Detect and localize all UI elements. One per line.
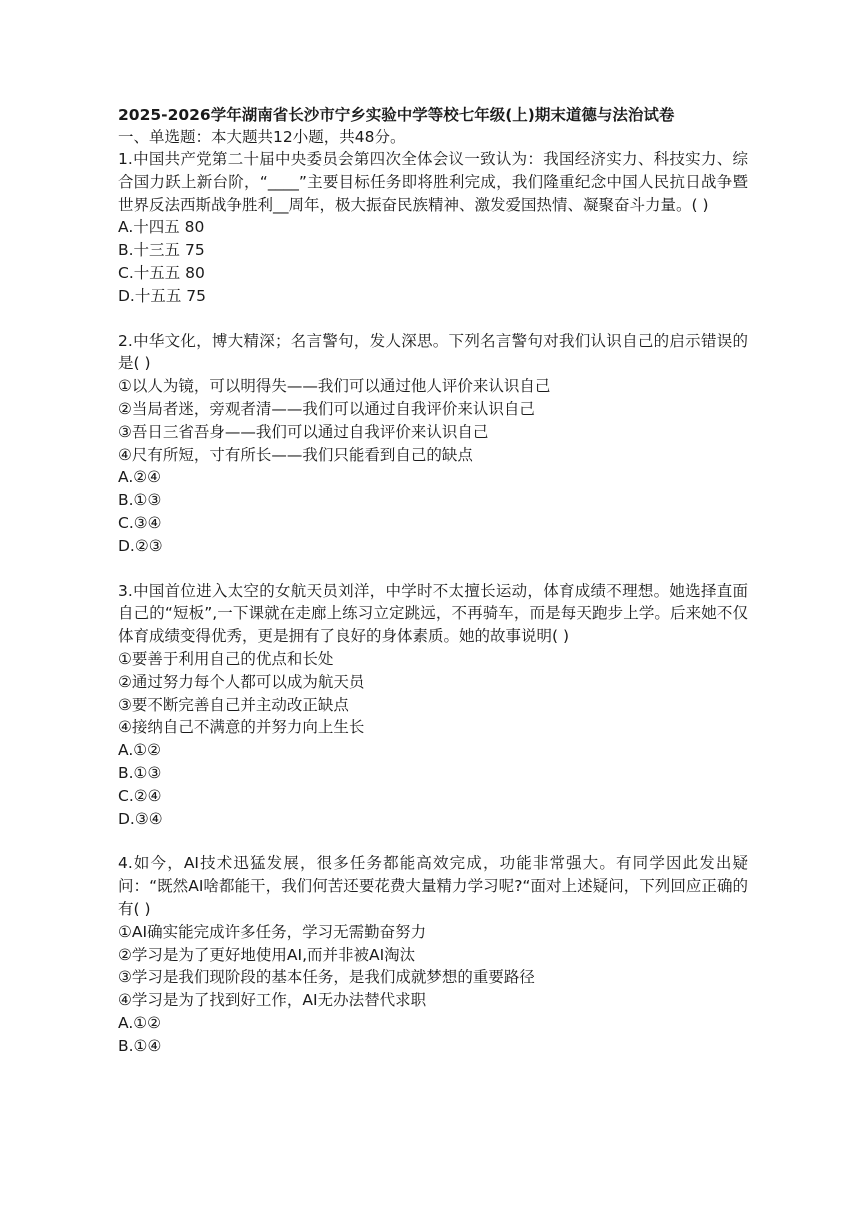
answer-option: B.①③ <box>118 491 162 510</box>
question-stem: 3.中国首位进入太空的女航天员刘洋，中学时不太擅长运动，体育成绩不理想。她选择直面自己的“短板”,一下课就在走廊上练习立定跳远，不再骑车，而是每天跑步上学。后来她不仅体育成绩变得优秀，更是拥有了良好的身体素质。她的故事说明( ) <box>118 581 748 646</box>
answer-option: D.③④ <box>118 809 163 828</box>
question-3 <box>118 580 748 831</box>
question-statement: ④尺有所短，寸有所长——我们只能看到自己的缺点 <box>118 445 473 464</box>
question-statement: ②学习是为了更好地使用AI,而并非被AI淘汰 <box>118 945 416 964</box>
answer-option: D.十五五 75 <box>118 286 207 305</box>
answer-option: C.②④ <box>118 786 162 805</box>
answer-option: B.十三五 75 <box>118 241 205 260</box>
question-statement: ③要不断完善自己并主动改正缺点 <box>118 695 349 714</box>
section-heading: 一、单选题：本大题共12小题，共48分。 <box>118 128 406 146</box>
exam-title: 2025-2026学年湖南省长沙市宁乡实验中学等校七年级(上)期末道德与法治试卷 <box>118 106 675 124</box>
question-statement: ②当局者迷，旁观者清——我们可以通过自我评价来认识自己 <box>118 399 535 418</box>
question-statement: ③学习是我们现阶段的基本任务，是我们成就梦想的重要路径 <box>118 968 535 987</box>
question-statement: ①要善于利用自己的优点和长处 <box>118 649 334 668</box>
answer-option: A.①② <box>118 1013 162 1032</box>
question-statement: ③吾日三省吾身——我们可以通过自我评价来认识自己 <box>118 422 489 441</box>
question-statement: ④接纳自己不满意的并努力向上生长 <box>118 718 365 737</box>
answer-option: A.②④ <box>118 468 162 487</box>
question-list <box>118 148 748 1057</box>
question-2 <box>118 330 748 558</box>
answer-option: A.①② <box>118 741 162 760</box>
question-stem: 1.中国共产党第二十届中央委员会第四次全体会议一致认为：我国经济实力、科技实力、综合国力跃上新台阶，“____”主要目标任务即将胜利完成，我们隆重纪念中国人民抗日战争暨世界反法西斯战争胜利__周年，极大振奋民族精神、激发爱国热情、凝聚奋斗力量。( ) <box>118 150 748 214</box>
answer-option: A.十四五 80 <box>118 218 205 237</box>
answer-option: D.②③ <box>118 536 163 555</box>
question-1 <box>118 148 748 308</box>
question-4 <box>118 852 748 1057</box>
question-statement: ④学习是为了找到好工作，AI无办法替代求职 <box>118 991 427 1010</box>
question-statement: ②通过努力每个人都可以成为航天员 <box>118 672 365 691</box>
answer-option: C.③④ <box>118 513 162 532</box>
question-statement: ①AI确实能完成许多任务，学习无需勤奋努力 <box>118 922 427 941</box>
question-stem: 2.中华文化，博大精深；名言警句，发人深思。下列名言警句对我们认识自己的启示错误的是( ) <box>118 331 748 373</box>
answer-option: B.①③ <box>118 763 162 782</box>
question-stem: 4.如今，AI技术迅猛发展，很多任务都能高效完成，功能非常强大。有同学因此发出疑问：“既然AI啥都能干，我们何苦还要花费大量精力学习呢?“面对上述疑问，下列回应正确的有( ) <box>118 854 748 918</box>
answer-option: C.十五五 80 <box>118 263 205 282</box>
answer-option: B.①④ <box>118 1036 162 1055</box>
question-statement: ①以人为镜，可以明得失——我们可以通过他人评价来认识自己 <box>118 377 551 396</box>
